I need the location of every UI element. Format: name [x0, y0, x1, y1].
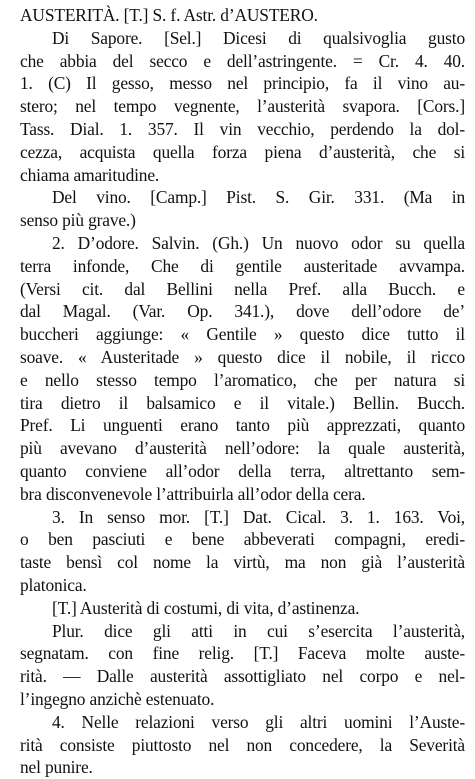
- entry-line: tira dietro il balsamico e il vitale.) Bellin. Bucch.: [20, 392, 465, 413]
- entry-line: o ben pasciuti e bene abbeverati compagni, eredi-: [20, 529, 465, 550]
- entry-line: dal Magal. (Var. Op. 341.), dove dell’odore de’: [20, 301, 465, 322]
- entry-line: rità. — Dalle austerità assottigliato nel corpo e nel-: [20, 666, 465, 687]
- entry-line: Plur. dice gli atti in cui s’esercita l’austerità,: [52, 620, 465, 641]
- entry-line: e nello stesso tempo l’aromatico, che per natura si: [20, 369, 465, 390]
- entry-line: nel punire.: [20, 757, 93, 778]
- entry-line: bra disconvenevole l’attribuirla all’odor della cera.: [20, 483, 366, 504]
- entry-line: terra infonde, Che di gentile austeritade avvampa.: [20, 255, 465, 276]
- entry-line: 4. Nelle relazioni verso gli altri uomini l’Auste-: [52, 711, 465, 732]
- entry-line: taste bensì col nome la virtù, ma non già l’austerità: [20, 552, 465, 573]
- entry-line: quanto conviene all’odor della terra, altrettanto sem-: [20, 460, 465, 481]
- entry-line: (Versi cit. dal Bellini nella Pref. alla Bucch. e: [20, 278, 465, 299]
- entry-line: 2. D’odore. Salvin. (Gh.) Un nuovo odor su quella: [52, 232, 465, 253]
- entry-line: stero; nel tempo vegnente, l’austerità svapora. [Cors.]: [20, 96, 465, 117]
- entry-line: chiama amaritudine.: [20, 164, 160, 185]
- entry-line: senso più grave.): [20, 210, 136, 231]
- entry-line: rità consiste piuttosto nel non concedere, la Severità: [20, 734, 465, 755]
- entry-line: che abbia del secco e dell’astringente. = Cr. 4. 40.: [20, 50, 465, 71]
- entry-line: soave. « Austeritade » questo dice il nobile, il ricco: [20, 346, 465, 367]
- entry-line: l’ingegno anzichè estenuato.: [20, 688, 215, 709]
- entry-line: Tass. Dial. 1. 357. Il vin vecchio, perdendo la dol-: [20, 118, 465, 139]
- entry-line: Pref. Li unguenti erano tanto più apprezzati, quanto: [20, 415, 465, 436]
- entry-line: Del vino. [Camp.] Pist. S. Gir. 331. (Ma in: [52, 187, 465, 208]
- entry-line: platonica.: [20, 574, 87, 595]
- entry-line: buccheri aggiunge: « Gentile » questo dice tutto il: [20, 324, 465, 345]
- entry-line: AUSTERITÀ. [T.] S. f. Astr. d’AUSTERO.: [20, 5, 318, 25]
- entry-line: [T.] Austerità di costumi, di vita, d’astinenza.: [52, 597, 360, 618]
- entry-line: più avevano d’austerità nell’odore: la quale austerità,: [20, 438, 465, 459]
- entry-line: 3. In senso mor. [T.] Dat. Cical. 3. 1. 163. Voi,: [52, 506, 465, 527]
- entry-line: 1. (C) Il gesso, messo nel principio, fa il vino au-: [20, 73, 465, 94]
- entry-line: Di Sapore. [Sel.] Dicesi di qualsivoglia gusto: [52, 27, 465, 48]
- entry-line: cezza, acquista quella forza piena d’austerità, che si: [20, 141, 465, 162]
- entry-line: segnatam. con fine relig. [T.] Faceva molte auste-: [20, 643, 465, 664]
